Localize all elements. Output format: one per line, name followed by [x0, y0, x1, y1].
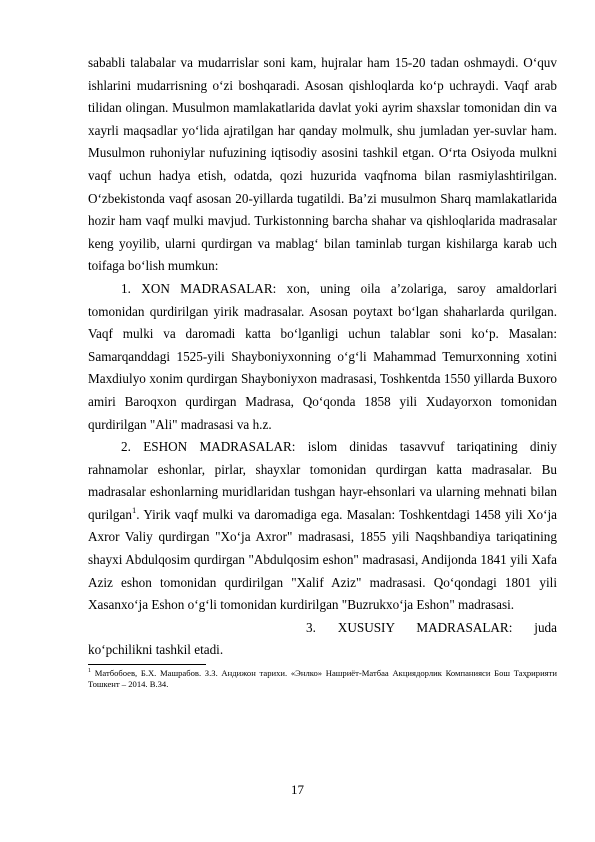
- page-content: [88, 52, 557, 690]
- footnote-text: Матбобоев, Б.Х. Машрабов. З.З. Андижон тарихи. «Энлко» Нашриёт-Матбаа Акциядорлик Компанияси Бош Таҳририяти Тошкент – 2014. B.34.: [88, 668, 557, 690]
- footnote-marker: 1: [88, 668, 91, 675]
- paragraph-intro: sababli talabalar va mudarrislar soni kam, hujralar ham 15-20 tadan oshmaydi. O‘quv ishlarini mudarrisning o‘zi boshqaradi. Asosan qishloqlarda ko‘p uchraydi. Vaqf arab tilidan olingan. Musulmon mamlakatlarida davlat yoki ayrim shaxslar tomonidan din va xayrli maqsadlar yo‘lida ajratilgan har qanday molmulk, shu jumladan yer-suvlar ham. Musulmon ruhoniylar nufuzining iqtisodiy asosini tashkil etgan. O‘rta Osiyoda mulkni vaqf uchun hadya etish, odatda, qozi huzurida vaqfnoma bilan rasmiylashtirilgan. O‘zbekistonda vaqf asosan 20-yillarda tugatildi. Ba’zi musulmon Sharq mamlakatlarida hozir ham vaqf mulki mavjud. Turkistonning barcha shahar va qishloqlarida madrasalar keng yoyilib, ularni qurdirgan va mablag‘ bilan taminlab turgan kishilarga karab uch toifaga bo‘lish mumkun:: [88, 55, 557, 274]
- paragraph-khan-madrasas: 1. XON MADRASALAR: xon, uning oila a’zolariga, saroy amaldorlari tomonidan qurdirilgan yirik madrasalar. Asosan poytaxt bo‘lgan shaharlarda qurilgan. Vaqf mulki va daromadi katta bo‘lganligi uchun talablar soni ko‘p. Masalan: Samarqanddagi 1525-yili Shayboniyxonning o‘g‘li Mahammad Temurxonning xotini Maxdiulyo xonim qurdirgan Shayboniyxon madrasasi, Toshkentda 1550 yillarda Buxoro amiri Baroqxon qurdirgan Madrasa, Qo‘qonda 1858 yili Xudayorxon tomonidan qurdirilgan "Ali" madrasasi va h.z.: [88, 280, 557, 432]
- paragraph-eshon-madrasas: [88, 436, 557, 617]
- footnote: [88, 668, 557, 690]
- paragraph-eshon-text-b: . Yirik vaqf mulki va daromadiga ega. Masalan: Toshkentdagi 1458 yili Xo‘ja Axror Valiy qurdirgan "Xo‘ja Axror" madrasasi, 1855 yili Naqshbandiya tariqatining shayxi Abdulqosim qurdirgan "Abdulqosim eshon" madrasasi, Andijonda 1841 yili Xafa Aziz eshon tomonidan qurdirilgan "Xalif Aziz" madrasasi. Qo‘qondagi 1801 yili Xasanxo‘ja Eshon o‘g‘li tomonidan kurdirilgan "Buzrukxo‘ja Eshon" madrasasi.: [88, 506, 557, 613]
- paragraph-eshon-text-a: 2. ESHON MADRASALAR: islom dinidas tasavvuf tariqatining diniy rahnamolar eshonlar, pirlar, shayxlar tomonidan qurdirgan katta madrasalar. Bu madrasalar eshonlarning muridlaridan tushgan hayr-ehsonlari va ularning mehnati bilan qurilgan: [88, 439, 557, 522]
- paragraph-private-madrasas: 3. XUSUSIY MADRASALAR: juda ko‘pchilikni tashkil etadi.: [88, 619, 557, 658]
- page-number: 17: [291, 782, 304, 797]
- footnote-reference[interactable]: 1: [131, 504, 137, 515]
- footnote-divider: [88, 664, 206, 665]
